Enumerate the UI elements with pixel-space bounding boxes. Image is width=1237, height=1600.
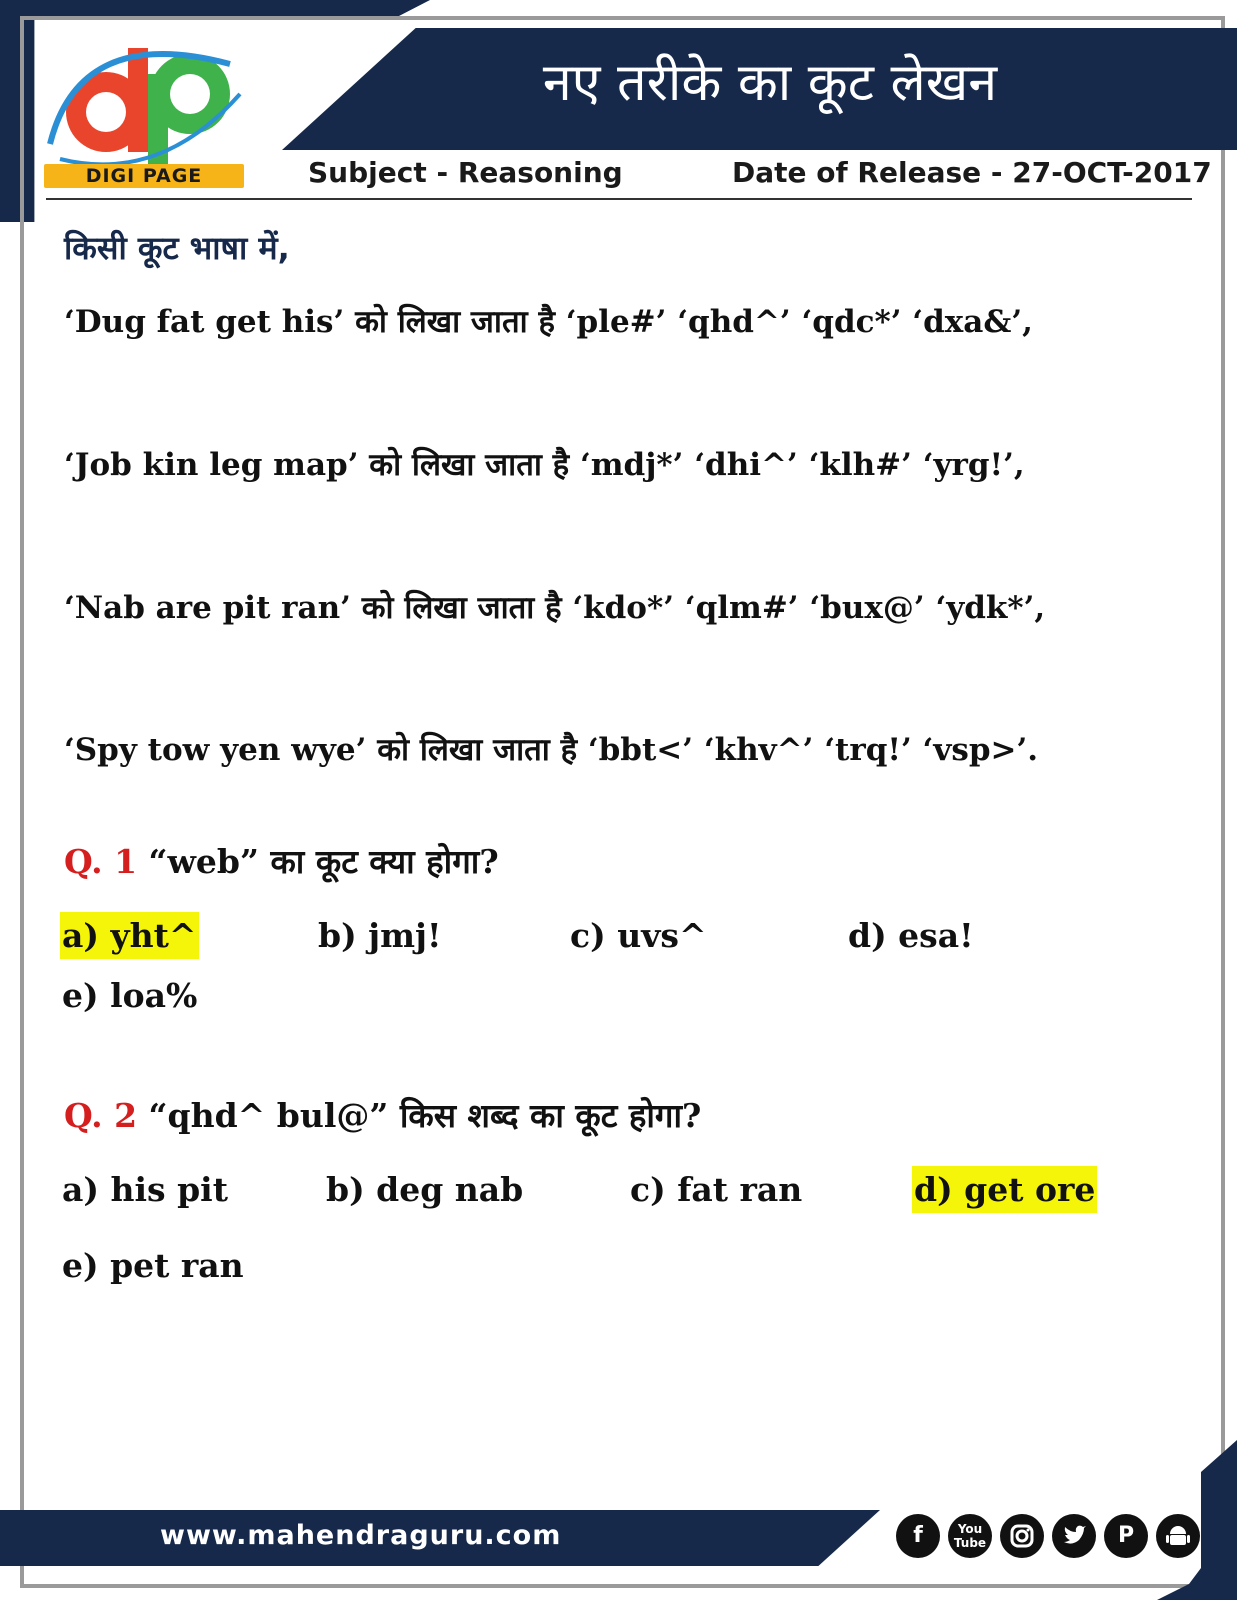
q2-option-e[interactable]: e) pet ran bbox=[62, 1246, 244, 1285]
question-text: “qhd^ bul@” किस शब्द का कूट होगा? bbox=[137, 1096, 702, 1135]
page-title: नए तरीके का कूट लेखन bbox=[542, 53, 998, 113]
question-1 bbox=[64, 838, 499, 883]
website-link[interactable]: www.mahendraguru.com bbox=[160, 1520, 562, 1551]
pinterest-icon[interactable]: P bbox=[1104, 1514, 1148, 1558]
release-date: Date of Release - 27-OCT-2017 bbox=[732, 156, 1212, 189]
code-line-1: ‘Dug fat get his’ को लिखा जाता है ‘ple#’ ‘qhd^’ ‘qdc*’ ‘dxa&’, bbox=[64, 304, 1033, 340]
question-number: Q. 2 bbox=[64, 1096, 138, 1135]
q1-option-b[interactable]: b) jmj! bbox=[318, 916, 442, 955]
q1-option-c[interactable]: c) uvs^ bbox=[570, 916, 707, 955]
question-text: “web” का कूट क्या होगा? bbox=[137, 842, 499, 881]
facebook-icon[interactable]: f bbox=[896, 1514, 940, 1558]
code-line-2: ‘Job kin leg map’ को लिखा जाता है ‘mdj*’ ‘dhi^’ ‘klh#’ ‘yrg!’, bbox=[64, 447, 1025, 483]
logo-tag: DIGI PAGE bbox=[44, 164, 244, 188]
q2-option-d[interactable]: d) get ore bbox=[912, 1166, 1097, 1213]
q2-option-c[interactable]: c) fat ran bbox=[630, 1170, 803, 1209]
intro-text: किसी कूट भाषा में, bbox=[64, 229, 290, 267]
q2-option-a[interactable]: a) his pit bbox=[62, 1170, 228, 1209]
code-line-3: ‘Nab are pit ran’ को लिखा जाता है ‘kdo*’ ‘qlm#’ ‘bux@’ ‘ydk*’, bbox=[64, 590, 1046, 626]
code-line-4: ‘Spy tow yen wye’ को लिखा जाता है ‘bbt<’ ‘khv^’ ‘trq!’ ‘vsp>’. bbox=[64, 732, 1039, 768]
android-icon[interactable] bbox=[1156, 1514, 1200, 1558]
question-2 bbox=[64, 1092, 701, 1137]
header-divider bbox=[46, 198, 1192, 200]
subject-label: Subject - Reasoning bbox=[308, 156, 623, 189]
twitter-icon[interactable] bbox=[1052, 1514, 1096, 1558]
instagram-icon[interactable] bbox=[1000, 1514, 1044, 1558]
q1-option-a[interactable]: a) yht^ bbox=[60, 912, 199, 959]
q1-option-e[interactable]: e) loa% bbox=[62, 976, 198, 1015]
question-number: Q. 1 bbox=[64, 842, 138, 881]
q1-option-d[interactable]: d) esa! bbox=[848, 916, 974, 955]
youtube-icon[interactable]: You Tube bbox=[948, 1514, 992, 1558]
q2-option-b[interactable]: b) deg nab bbox=[326, 1170, 524, 1209]
